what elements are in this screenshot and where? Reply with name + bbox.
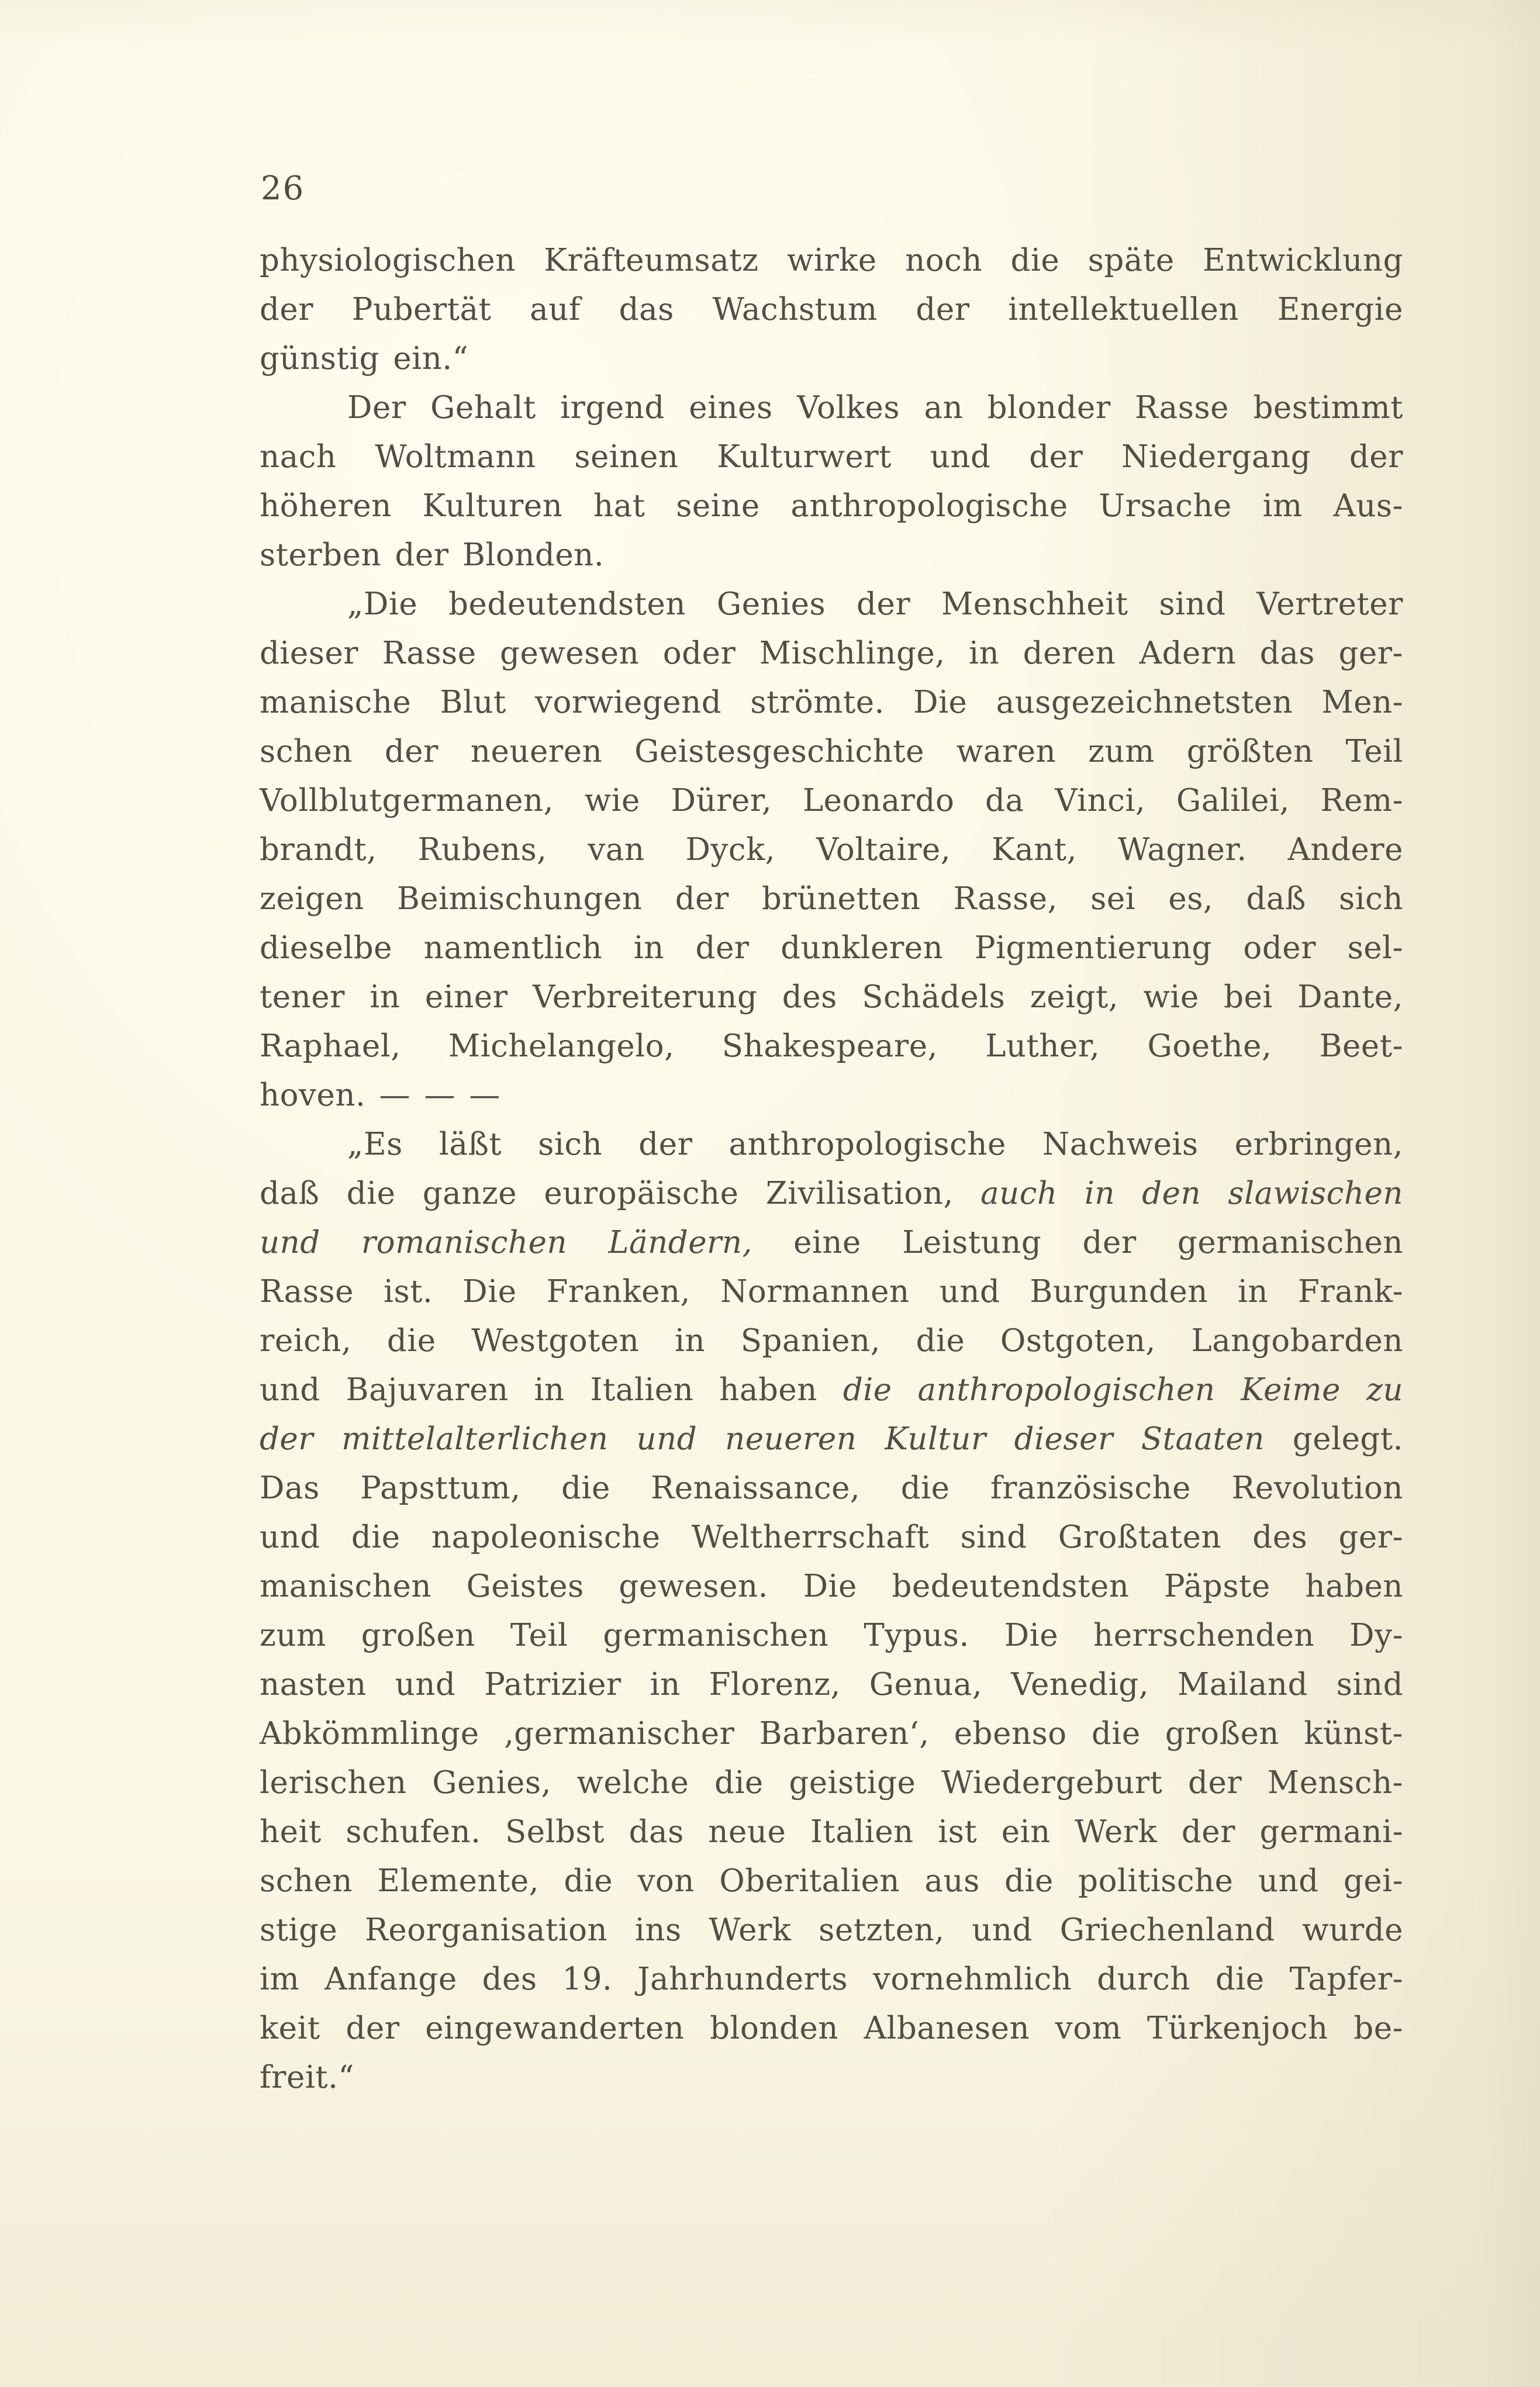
text-segment: manische Blut vorwiegend strömte. Die ausgezeichnetsten Men- [260,685,1403,720]
text-line [260,1808,1403,1857]
text-line [260,825,1403,875]
text-segment: höheren Kulturen hat seine anthropologische Ursache im Aus- [260,488,1403,524]
text-segment: eine Leistung der germanischen [752,1225,1403,1260]
text-segment: Der Gehalt irgend eines Volkes an blonder Rasse bestimmt [347,390,1403,426]
text-line [260,1022,1403,1071]
text-line [260,1759,1403,1808]
text-line [260,1513,1403,1562]
text-segment: schen der neueren Geistesgeschichte waren zum größten Teil [260,734,1403,769]
text-segment: lerischen Genies, welche die geistige Wiedergeburt der Mensch- [260,1765,1403,1801]
text-line [260,1218,1403,1267]
text-segment-italic: der mittelalterlichen und neueren Kultur dieser Staaten [260,1421,1265,1457]
text-line [260,678,1403,727]
text-line [260,1071,1403,1120]
text-segment: und die napoleonische Weltherrschaft sind Großtaten des ger- [260,1519,1403,1555]
text-line [260,924,1403,973]
text-line [260,1611,1403,1660]
text-segment: Abkömmlinge ‚germanischer Barbaren‘, ebenso die großen künst- [260,1716,1403,1752]
text-line [260,1660,1403,1709]
text-line [260,1906,1403,1955]
text-segment: nach Woltmann seinen Kulturwert und der Niedergang der [260,439,1403,475]
text-line [260,2004,1403,2053]
text-segment: und Bajuvaren in Italien haben [260,1372,843,1408]
text-segment: „Die bedeutendsten Genies der Menschheit sind Vertreter [347,586,1403,622]
text-segment: dieselbe namentlich in der dunkleren Pigmentierung oder sel- [260,930,1403,966]
text-segment: im Anfange des 19. Jahrhunderts vornehmlich durch die Tapfer- [260,1961,1403,1997]
text-segment: heit schufen. Selbst das neue Italien ist ein Werk der germani- [260,1814,1403,1850]
text-segment: freit.“ [260,2060,355,2095]
text-line [260,1366,1403,1415]
text-segment: dieser Rasse gewesen oder Mischlinge, in deren Adern das ger- [260,635,1403,671]
text-segment: schen Elemente, die von Oberitalien aus die politische und gei- [260,1863,1403,1899]
text-segment: stige Reorganisation ins Werk setzten, und Griechenland wurde [260,1912,1403,1948]
text-line [260,433,1403,482]
text-line [260,973,1403,1022]
text-segment: gelegt. [1264,1421,1404,1457]
text-segment-italic: und romanischen Ländern, [260,1225,752,1260]
text-line [260,1169,1403,1218]
text-segment-italic: die anthropologischen Keime zu [842,1372,1404,1408]
text-segment: brandt, Rubens, van Dyck, Voltaire, Kant, Wagner. Andere [260,832,1403,868]
text-line [260,2053,1403,2102]
text-line [260,1415,1403,1464]
text-line [260,236,1403,285]
text-segment: zeigen Beimischungen der brünetten Rasse, sei es, daß sich [260,881,1403,917]
text-line [260,285,1403,334]
text-segment: zum großen Teil germanischen Typus. Die herrschenden Dy- [260,1618,1403,1653]
text-segment: nasten und Patrizier in Florenz, Genua, Venedig, Mailand sind [260,1667,1403,1702]
text-line [260,776,1403,825]
text-segment: günstig ein.“ [260,341,469,376]
text-line [260,531,1403,580]
text-segment: Das Papsttum, die Renaissance, die französische Revolution [260,1470,1403,1506]
text-segment: Raphael, Michelangelo, Shakespeare, Luther, Goethe, Beet- [260,1028,1403,1064]
text-line [260,1955,1403,2004]
text-line [260,1267,1403,1317]
text-segment: hoven. — — — [260,1077,500,1113]
text-segment: Rasse ist. Die Franken, Normannen und Burgunden in Frank- [260,1274,1403,1310]
text-line [260,1464,1403,1513]
text-line [260,384,1403,433]
text-line [260,482,1403,531]
text-segment: „Es läßt sich der anthropologische Nachweis erbringen, [347,1127,1403,1162]
text-line [260,629,1403,678]
text-segment: physiologischen Kräfteumsatz wirke noch die späte Entwicklung [260,243,1403,278]
text-segment: keit der eingewanderten blonden Albanesen vom Türkenjoch be- [260,2011,1403,2046]
page-number: 26 [261,170,305,208]
text-segment: der Pubertät auf das Wachstum der intellektuellen Energie [260,292,1403,327]
text-segment: Vollblutgermanen, wie Dürer, Leonardo da Vinci, Galilei, Rem- [260,783,1403,818]
text-line [260,727,1403,776]
text-segment: daß die ganze europäische Zivilisation, [260,1176,981,1211]
text-line [260,334,1403,384]
text-line [260,875,1403,924]
text-line [260,1562,1403,1611]
text-line [260,1857,1403,1906]
text-line [260,580,1403,629]
text-segment: sterben der Blonden. [260,537,605,573]
text-line [260,1709,1403,1759]
text-segment: tener in einer Verbreiterung des Schädels zeigt, wie bei Dante, [260,979,1403,1015]
text-segment: manischen Geistes gewesen. Die bedeutendsten Päpste haben [260,1569,1403,1604]
text-segment: reich, die Westgoten in Spanien, die Ostgoten, Langobarden [260,1323,1403,1359]
text-segment-italic: auch in den slawischen [980,1176,1403,1211]
text-line [260,1317,1403,1366]
text-line [260,1120,1403,1169]
body-text-block [260,236,1403,2102]
